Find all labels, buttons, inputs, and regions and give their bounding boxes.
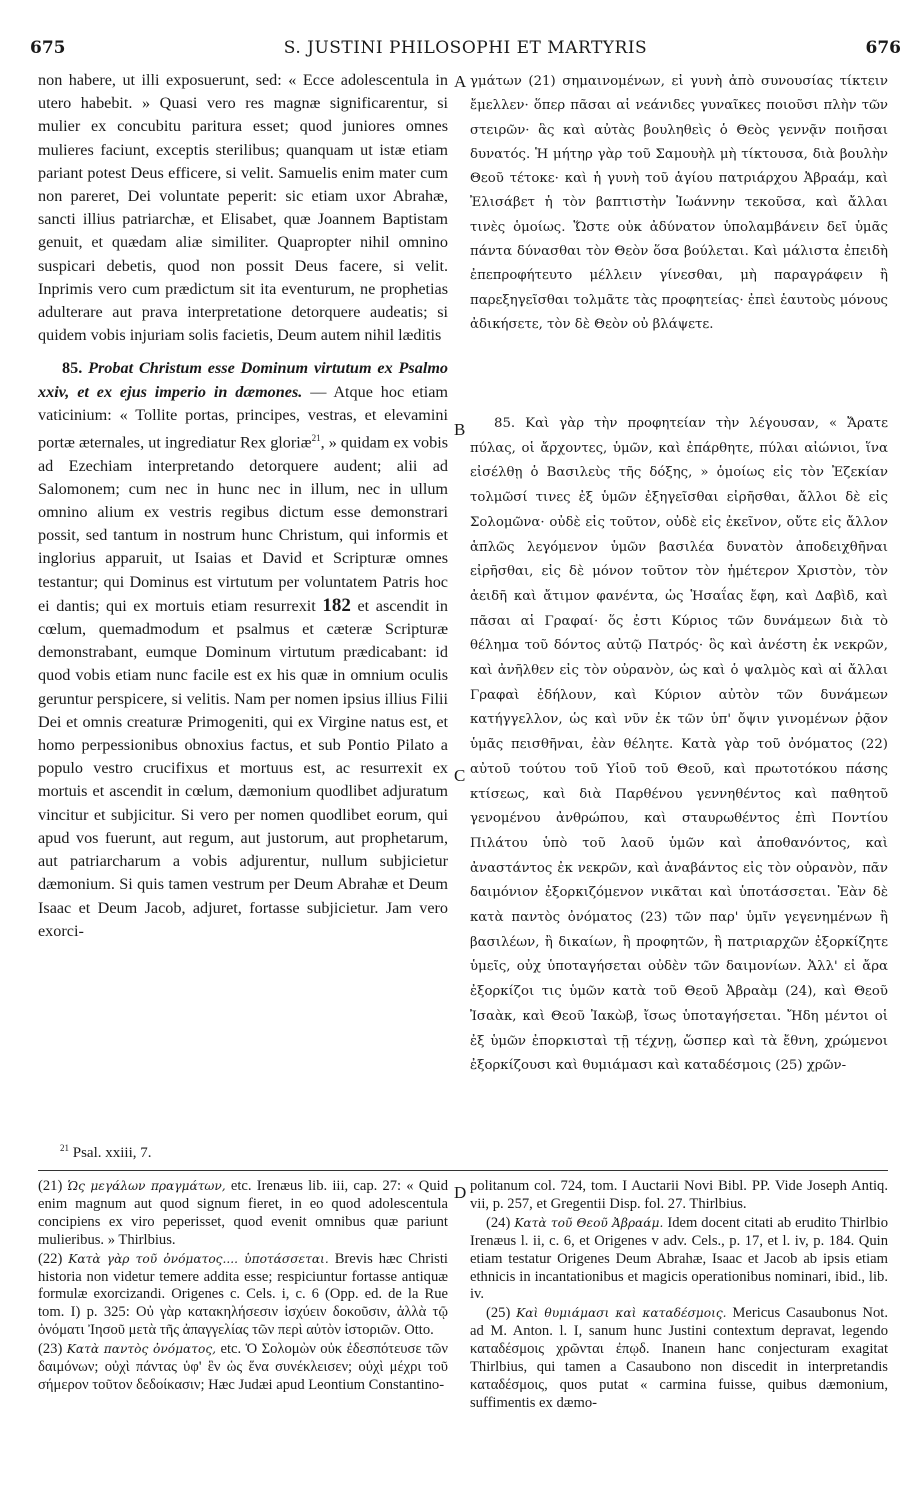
greek-column xyxy=(470,70,888,337)
notes-right xyxy=(470,1178,888,1414)
greek-paragraph-2: 85. Καὶ γὰρ τὴν προφητείαν τὴν λέγουσαν, « Ἄρατε πύλας, οἱ ἄρχοντες, ὑμῶν, καὶ ἐπάρθητε, πύλαι αἰώνιοι, ἵνα εἰσέλθῃ ὁ Βασιλεὺς τῆς δόξης, » ὁμοίως εἰς τὸν Ἐζεκίαν τολμῶσί τινες ἐξ ὑμῶν ἐξηγεῖσθαι εἰρῆσθαι, ἄλλοι δὲ εἰς Σολομῶνα· οὐδὲ εἰς τοῦτον, οὐδὲ εἰς ἐκεῖνον, οὔτε εἰς ἄλλον ἁπλῶς λεγόμενον ὑμῶν βασιλέα δυνατὸν ἀποδειχθῆναι εἰρῆσθαι, εἰς δὲ μόνον τοῦτον τὸν ἡμέτερον Χριστὸν, τὸν ἀειδῆ καὶ ἄτιμον φανέντα, ὡς Ἡσαΐας ἔφη, καὶ Δαβὶδ, καὶ πᾶσαι αἱ Γραφαί· ὅς ἐστι Κύριος τῶν δυνάμεων διὰ τὸ θέλημα τοῦ δόντος αὐτῷ Πατρός· ὃς καὶ ἀνέστη ἐκ νεκρῶν, καὶ ἀνῆλθεν εἰς τὸν οὐρανὸν, ὡς καὶ ὁ ψαλμὸς καὶ αἱ ἄλλαι Γραφαὶ ἐδήλουν, καὶ Κύριον αὐτὸν τῶν δυνάμεων κατήγγελλον, ὡς καὶ νῦν ἐκ τῶν ὑπ' ὄψιν γινομένων ῥᾷον ὑμᾶς πεισθῆναι, ἐὰν θέλητε. Κατὰ γὰρ τοῦ ὀνόματος (22) αὐτοῦ τούτου τοῦ Υἱοῦ τοῦ Θεοῦ, καὶ πρωτοτόκου πάσης κτίσεως, καὶ διὰ Παρθένου γεννηθέντος καὶ παθητοῦ γενομένου ἀνθρώπου, καὶ σταυρωθέντος ἐπὶ Ποντίου Πιλάτου ὑπὸ τοῦ λαοῦ ὑμῶν καὶ ἀποθανόντος, καὶ ἀναστάντος ἐκ νεκρῶν, καὶ ἀναβάντος εἰς τὸν οὐρανὸν, πᾶν δαιμόνιον ἐξορκιζόμενον νικᾶται καὶ ὑποτάσσεται. Ἐὰν δὲ κατὰ παντὸς ὀνόματος (23) τῶν παρ' ὑμῖν γεγενημένων ἢ βασιλέων, ἢ δικαίων, ἢ προφητῶν, ἢ πατριαρχῶν ἐξορκίζητε ὑμεῖς, οὐχ ὑποταγήσεται οὐδὲν τῶν δαιμονίων. Ἀλλ' εἰ ἄρα ἐξορκίζοι τις ὑμῶν κατὰ τοῦ Θεοῦ Ἀβραὰμ (24), καὶ Θεοῦ Ἰσαὰκ, καὶ Θεοῦ Ἰακὼβ, ἴσως ὑποταγήσεται. Ἤδη μέντοι οἱ ἐξ ὑμῶν ἐπορκισταὶ τῇ τέχνῃ, ὥσπερ καὶ τὰ ἔθνη, χρώμενοι ἐξορκίζουσι καὶ θυμιάμασι καὶ καταδέσμοις (25) χρῶν- xyxy=(470,416,888,1074)
margin-marker-a: A xyxy=(454,72,467,91)
scripture-reference xyxy=(60,1143,152,1162)
running-header xyxy=(30,38,901,60)
margin-marker-c: C xyxy=(454,766,466,785)
notes-divider xyxy=(38,1170,888,1171)
section-summary: Probat Christum esse Dominum virtutum ex Psalmo xxiv, et ex ejus imperio in dæmones. xyxy=(38,359,448,401)
latin-paragraph-2 xyxy=(38,357,448,942)
greek-column-lower xyxy=(470,412,888,1079)
note-24: (24) Κατὰ τοῦ Θεοῦ Ἀβραάμ. Idem docent citati ab erudito Thirlbio Irenæus l. ii, c. 6, et Origenes v adv. Cels., p. 17, et l. iv, p. 184. Quin etiam testatur Origenes Deum Abrahæ, Isaac et Jacob ab ipsis etiam ethnicis in incantationibus et magicis operationibus nominari, ibid., lib. iv. xyxy=(470,1214,889,1303)
note-23-continued: politanum col. 724, tom. I Auctarii Novi Bibl. PP. Vide Joseph Antiq. vii, p. 257, et Gregentii Disp. fol. 27. Thirlbius. xyxy=(470,1178,888,1212)
note-23: (23) Κατὰ παντὸς ὀνόματος, etc. Ὁ Σολομὼν οὐκ ἐδεσπότευσε τῶν δαιμόνων; οὐχὶ πάντας ὑφ' ἓν ὡς ἕνα συνέκλεισεν; οὐχὶ μέχρι τοῦ σήμερον τοῦτον δεδοίκασιν; Hæc Judæi apud Leontium Constantino- xyxy=(38,1341,449,1393)
reference-number: 21 xyxy=(60,1143,69,1153)
running-title: S. JUSTINI PHILOSOPHI ET MARTYRIS xyxy=(283,38,648,58)
notes-left xyxy=(38,1178,448,1396)
latin-column xyxy=(38,69,448,943)
margin-marker-b: B xyxy=(454,420,466,439)
latin-text-b: , » quidam ex vobis ad Ezechiam interpretando detorquere audent; alii ad Salomonem; cum nec in hunc nec in illum, nec in ullum omnino alium ex vestris regibus dictum esse demonstrari possit, sed tantum in nostrum hunc Christum, qui informis et inglorius apparuit, ut Isaias et David et Scripturæ omnes testantur; qui Dominus est virtutum per voluntatem Patris hoc ei dantis; qui ex mortuis etiam resurrexit xyxy=(38,433,448,615)
reference-text: Psal. xxiii, 7. xyxy=(72,1145,152,1161)
section-number: 85. xyxy=(62,359,83,378)
note-25: (25) Καὶ θυμιάμασι καὶ καταδέσμοις. Mericus Casaubonus Not. ad M. Anton. l. I, sanum hunc Justini contextum depravat, legendo καταδέσμοις χρῶνται ἐπῳδ. Inaneın hanc conjecturam exagitat Thirlbius, qui tamen a Casaubono non discedit in interpretandis καταδέσμοις, quos putat « carmina fuisse, quibus dæmonium, suffimentis ex dæmo- xyxy=(470,1305,888,1411)
page-number-left: 675 xyxy=(30,38,66,58)
latin-paragraph-1: non habere, ut illi exposuerunt, sed: « Ecce adolescentula in utero habebit. » Quasi vero res magnæ significarentur, si mulier ex concubitu paritura esset; quod juniores omnes mulieres faciunt, exceptis sterilibus; quanquam ut istæ etiam pariant potest Deus efficere, si velit. Samuelis enim mater cum non pareret, Dei voluntate peperit: sic etiam uxor Abrahæ, sancti illius patriarchæ, et Elisabet, quæ Joannem Baptistam genuit, et quædam aliæ similiter. Quapropter nihil omnino suspicari debetis, quod non possit Deus facere, si velit. Inprimis vero cum prædictum sit ita eventurum, ne prophetias adulterare aut prava interpretatione detorquere audeatis; si quidem vobis injuriam solis facietis, Deum autem nihil læditis xyxy=(38,71,448,345)
page-number-right: 676 xyxy=(865,38,901,58)
latin-text-a: — Atque hoc etiam vaticinium: « Tollite portas, principes, vestras, et elevamini portæ æternales, ut ingrediatur Rex gloriæ xyxy=(38,382,449,452)
latin-text-c: et ascendit in cœlum, quemadmodum et psalmus et cæteræ Scripturæ demonstrabant, eumque Dominum virtutum prædicabant: id quod vobis etiam nunc facile est ex his quæ in omnium oculis geruntur perspicere, si velitis. Nam per nomen ipsius illius Filii Dei et omnis creaturæ Primogeniti, qui ex Virgine natus est, et homo perpessionibus obnoxius factus, et sub Pontio Pilato a populo vestro crucifixus et mortuus est, ac resurrexit ex mortuis et ascendit in cœlum, dæmonium quodlibet adjuratum vincitur et subjicitur. Si vero per nomen quodlibet eorum, qui apud vos fuerunt, aut regum, aut justorum, aut prophetarum, aut patriarcharum a vobis adjurentur, nullum subjicietur dæmonium. Si quis tamen vestrum per Deum Abrahæ et Deum Isaac et Deum Jacob, adjuret, fortasse subjicietur. Jam vero exorci- xyxy=(38,596,448,940)
footnote-marker: 21 xyxy=(311,433,321,444)
greek-paragraph-1: γμάτων (21) σημαινομένων, εἰ γυνὴ ἀπὸ συνουσίας τίκτειν ἔμελλεν· ὅπερ πᾶσαι αἱ νεάνιδες γυναῖκες ποιοῦσι πλὴν τῶν στειρῶν· ἃς καὶ αὐτὰς βουληθεὶς ὁ Θεὸς γεννᾷν ποιῆσαι δυνατός. Ἡ μήτηρ γὰρ τοῦ Σαμουὴλ μὴ τίκτουσα, διὰ βουλὴν Θεοῦ τέτοκε· καὶ ἡ γυνὴ τοῦ ἁγίου πατριάρχου Ἀβραάμ, καὶ Ἐλισάβετ ἡ τὸν βαπτιστὴν Ἰωάννην τεκοῦσα, καὶ ἄλλαι τινὲς ὁμοίως. Ὥστε οὐκ ἀδύνατον ὑπολαμβάνειν δεῖ ὑμᾶς πάντα δύνασθαι τὸν Θεὸν ὅσα βούλεται. Καὶ μάλιστα ἐπειδὴ ἐπεπροφήτευτο μέλλειν γίνεσθαι, μὴ παραγράφειν ἢ παρεξηγεῖσθαι τολμᾶτε τὰς προφητείας· ἐπεὶ ἑαυτοὺς μόνους ἀδικήσετε, τὸν δὲ Θεὸν οὐ βλάψετε. xyxy=(470,74,888,332)
margin-marker-d: D xyxy=(454,1183,467,1202)
note-21: (21) Ὡς μεγάλων πραγμάτων, etc. Irenæus lib. iii, cap. 27: « Quid enim magnum aut quod signum fieret, in eo quod adolescentula concipiens ex viro peperisset, quod evenit omnibus quæ pariunt mulieribus. » Thirlbius. xyxy=(38,1178,448,1248)
note-22: (22) Κατὰ γὰρ τοῦ ὀνόματος.... ὑποτάσσεται. Brevis hæc Christi historia non videtur temere addita esse; respiciuntur fortasse antiquæ formulæ exorcizandi. Origenes c. Cels. i, c. 6 (Opp. ed. de la Rue tom. I) p. 325: Οὐ γὰρ κατακηλήσεσιν ἰσχύειν δοκοῦσιν, ἀλλὰ τῷ ὀνόματι Ἰησοῦ μετὰ τῆς ἀπαγγελίας τῶν περὶ αὐτὸν ἱστοριῶν. Otto. xyxy=(38,1250,448,1339)
column-number-mark: 182 xyxy=(322,594,351,616)
